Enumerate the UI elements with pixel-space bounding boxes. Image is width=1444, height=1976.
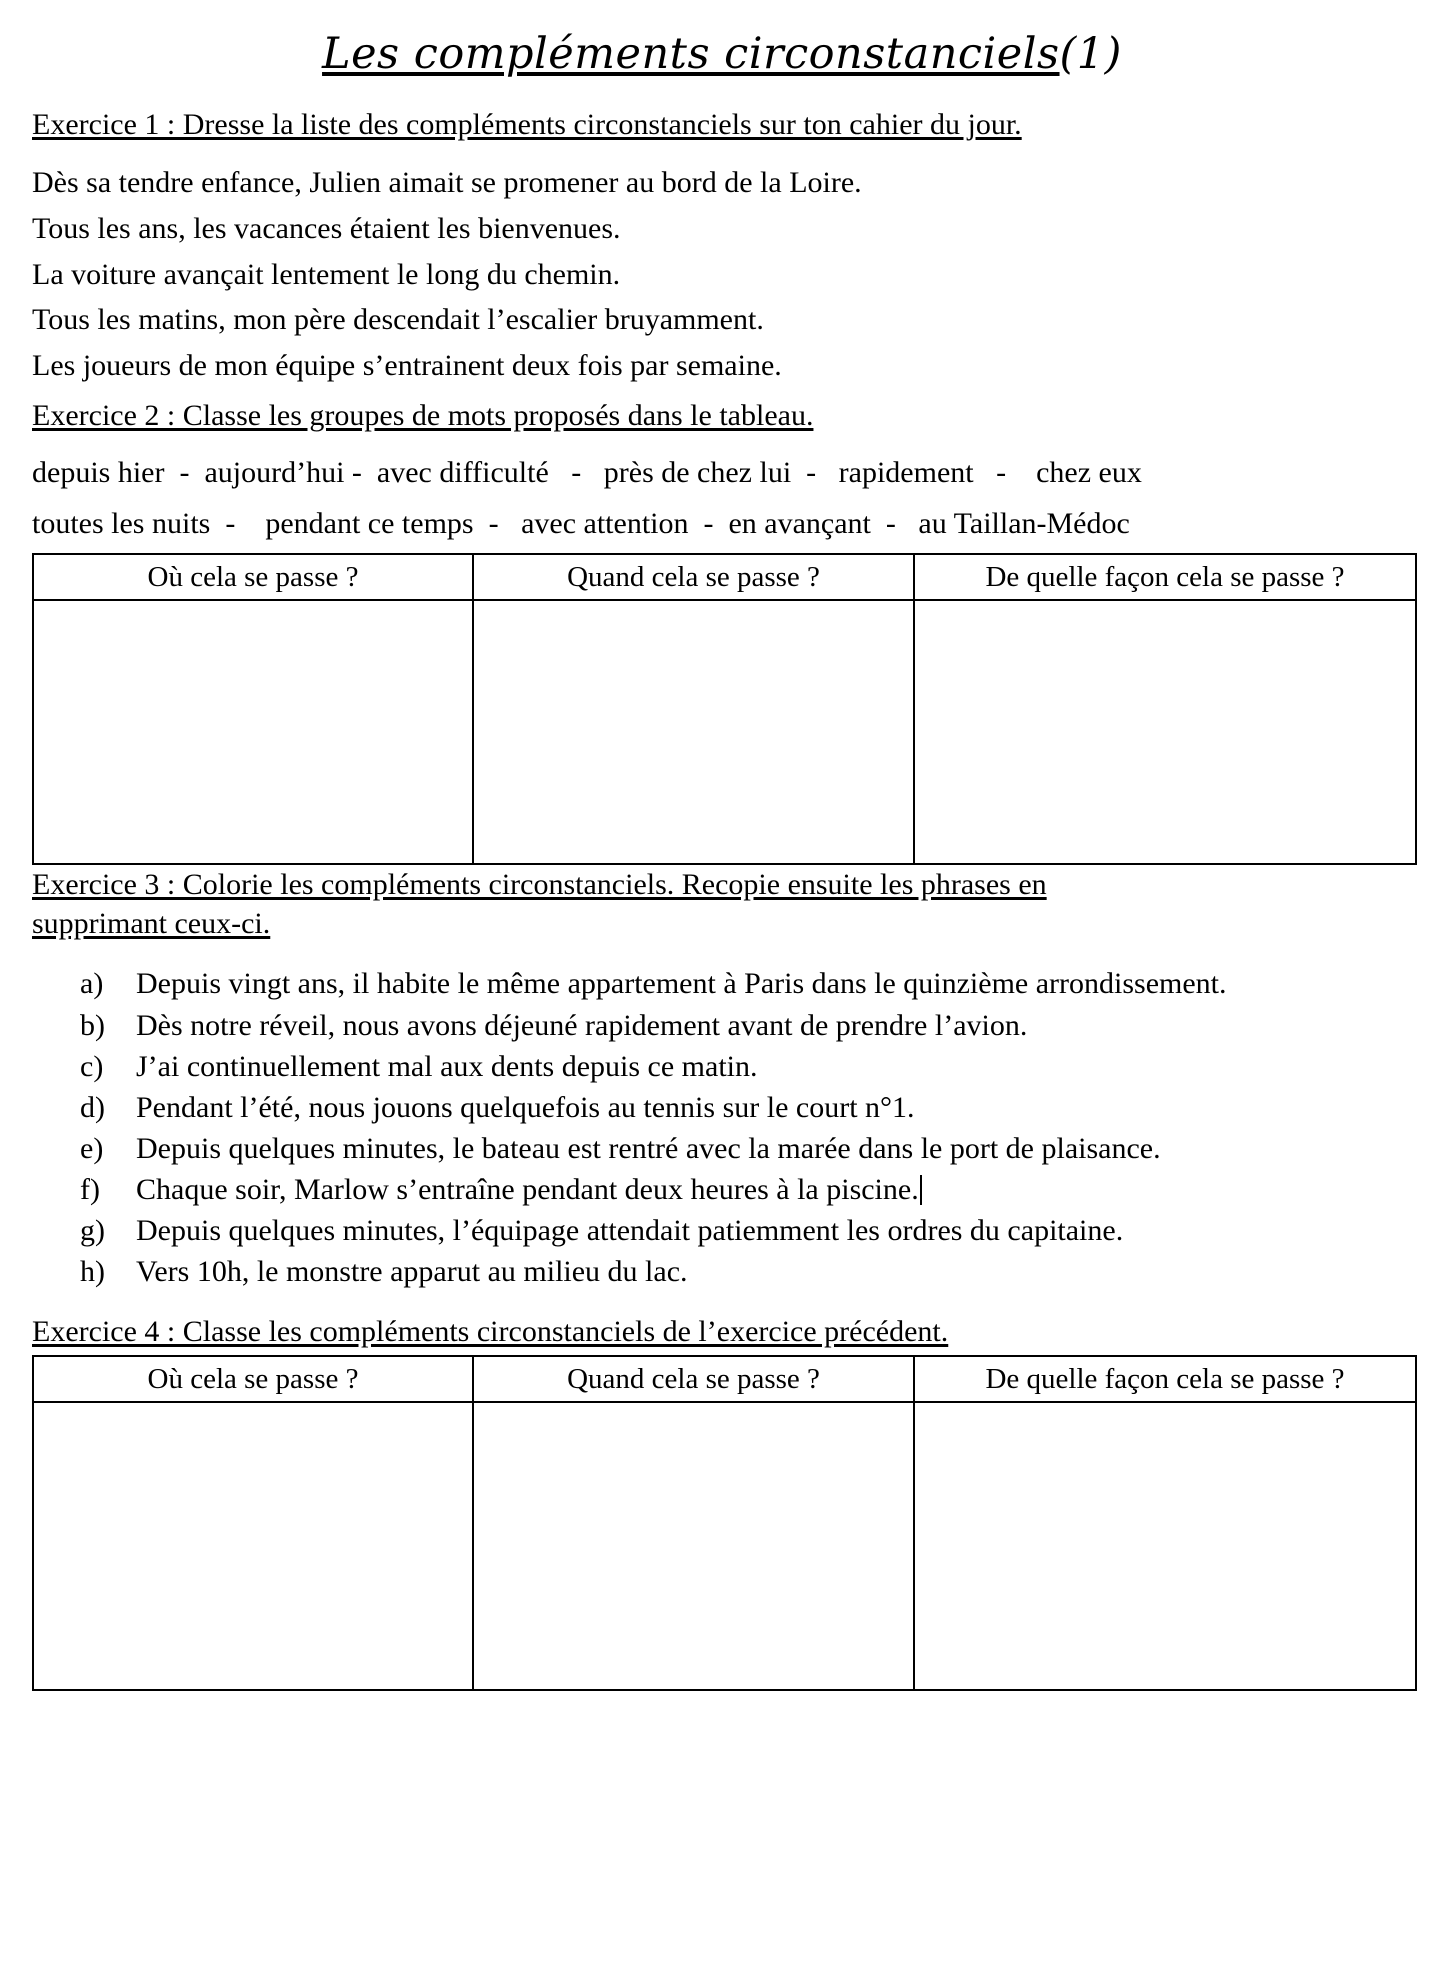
exercise-2-wordlist-line-1: depuis hier - aujourd’hui - avec difficulté - près de chez lui - rapidement - chez eux <box>32 456 1142 490</box>
spacer <box>32 79 1414 105</box>
spacer <box>32 1292 1414 1312</box>
list-item-text: Dès notre réveil, nous avons déjeuné rapidement avant de prendre l’avion. <box>136 1008 1028 1042</box>
table-cell-facon[interactable] <box>914 1402 1416 1690</box>
list-item <box>32 1210 1414 1251</box>
table-header-row <box>33 554 1416 600</box>
exercise-3-list <box>32 963 1414 1292</box>
table-row <box>33 600 1416 864</box>
exercise-1-block <box>32 105 1414 144</box>
exercise-3-heading-line-2: supprimant ceux-ci. <box>32 907 271 941</box>
list-item <box>32 1128 1414 1169</box>
table-cell-quand[interactable] <box>473 1402 914 1690</box>
exercise-1-sentence: Dès sa tendre enfance, Julien aimait se promener au bord de la Loire. <box>32 166 862 200</box>
exercise-1-sentence: Les joueurs de mon équipe s’entrainent deux fois par semaine. <box>32 348 782 382</box>
exercise-1-sentence: Tous les matins, mon père descendait l’escalier bruyamment. <box>32 303 764 337</box>
table-header-facon: De quelle façon cela se passe ? <box>914 1356 1416 1402</box>
list-item <box>32 1046 1414 1087</box>
list-item-text: Depuis quelques minutes, le bateau est rentré avec la marée dans le port de plaisance. <box>136 1131 1161 1165</box>
table-header-row <box>33 1356 1416 1402</box>
text-cursor-caret <box>920 1175 922 1205</box>
list-item-text <box>136 1169 1414 1210</box>
list-item <box>32 1251 1414 1292</box>
exercise-4-block <box>32 1312 1414 1351</box>
exercise-3-block <box>32 865 1414 943</box>
list-item-text-value: Chaque soir, Marlow s’entraîne pendant deux heures à la piscine. <box>136 1172 919 1206</box>
list-item <box>32 1087 1414 1128</box>
list-item-marker: a) <box>80 967 104 1001</box>
list-item-text: J’ai continuellement mal aux dents depuis ce matin. <box>136 1049 758 1083</box>
exercise-1-heading: Exercice 1 : Dresse la liste des compléments circonstanciels sur ton cahier du jour. <box>32 108 1022 142</box>
exercise-3-heading-line-1: Exercice 3 : Colorie les compléments circonstanciels. Recopie ensuite les phrases en <box>32 868 1047 902</box>
list-item-marker: e) <box>80 1131 104 1165</box>
table-row <box>33 1402 1416 1690</box>
page-title-main: Les compléments circonstanciels <box>322 29 1060 79</box>
exercise-2-wordlist-line-2: toutes les nuits - pendant ce temps - avec attention - en avançant - au Taillan-Médoc <box>32 507 1130 541</box>
table-header-quand: Quand cela se passe ? <box>473 1356 914 1402</box>
spacer <box>32 943 1414 963</box>
list-item-text: Pendant l’été, nous jouons quelquefois au tennis sur le court n°1. <box>136 1090 915 1124</box>
list-item-marker: g) <box>80 1213 105 1247</box>
page-title-number: (1) <box>1059 29 1122 79</box>
table-header-ou: Où cela se passe ? <box>33 1356 473 1402</box>
table-header-quand: Quand cela se passe ? <box>473 554 914 600</box>
worksheet-content <box>0 79 1444 1691</box>
exercise-2-block <box>32 396 1414 435</box>
exercise-2-heading: Exercice 2 : Classe les groupes de mots proposés dans le tableau. <box>32 399 814 433</box>
list-item-marker: b) <box>80 1008 105 1042</box>
spacer <box>32 144 1414 160</box>
list-item-marker: c) <box>80 1049 104 1083</box>
list-item-marker: h) <box>80 1255 105 1289</box>
list-item-text: Depuis quelques minutes, l’équipage attendait patiemment les ordres du capitaine. <box>136 1213 1124 1247</box>
page-title <box>0 0 1444 79</box>
list-item-marker: d) <box>80 1090 105 1124</box>
table-cell-ou[interactable] <box>33 1402 473 1690</box>
exercise-4-heading: Exercice 4 : Classe les compléments circonstanciels de l’exercice précédent. <box>32 1315 949 1349</box>
list-item <box>32 963 1414 1004</box>
list-item <box>32 1169 1414 1210</box>
table-header-ou: Où cela se passe ? <box>33 554 473 600</box>
table-cell-quand[interactable] <box>473 600 914 864</box>
list-item-text: Vers 10h, le monstre apparut au milieu du lac. <box>136 1255 688 1289</box>
list-item-text: Depuis vingt ans, il habite le même appartement à Paris dans le quinzième arrondissement. <box>136 967 1227 1001</box>
list-item-marker: f) <box>80 1172 100 1206</box>
list-item <box>32 1005 1414 1046</box>
exercise-1-sentence: Tous les ans, les vacances étaient les bienvenues. <box>32 212 621 246</box>
table-header-facon: De quelle façon cela se passe ? <box>914 554 1416 600</box>
exercise-4-table <box>32 1355 1417 1691</box>
exercise-2-table <box>32 553 1417 865</box>
spacer <box>32 388 1414 396</box>
table-cell-facon[interactable] <box>914 600 1416 864</box>
table-cell-ou[interactable] <box>33 600 473 864</box>
spacer <box>32 435 1414 447</box>
exercise-1-sentence: La voiture avançait lentement le long du chemin. <box>32 257 621 291</box>
